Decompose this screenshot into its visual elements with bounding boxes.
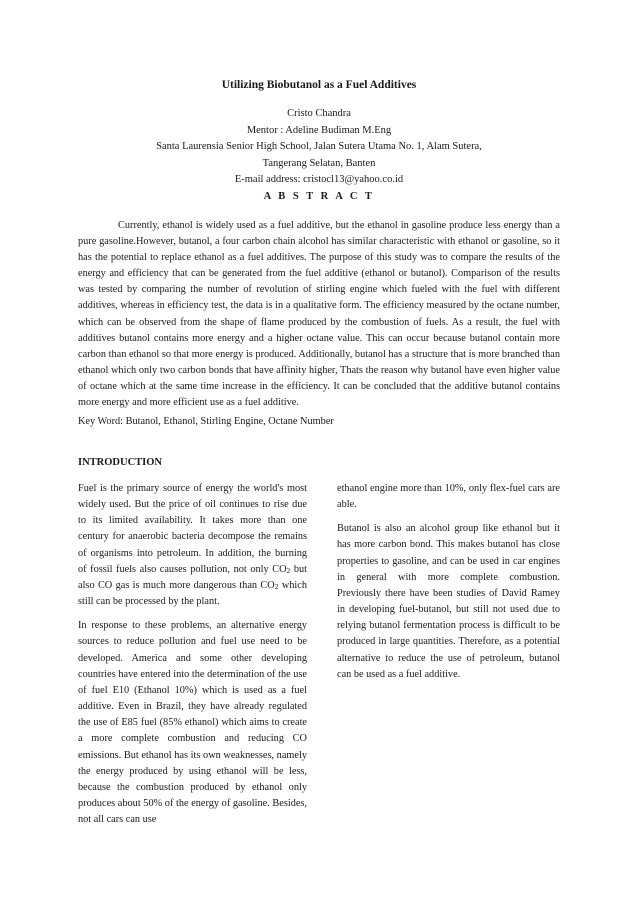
right-paragraph-1: ethanol engine more than 10%, only flex-fuel cars are able.	[337, 483, 560, 511]
right-column	[337, 481, 560, 691]
right-paragraph-2: Butanol is also an alcohol group like ethanol but it has more carbon bond. This makes butanol has close properties to gasoline, and can be used in car engines in general with more complete combustion. Previously there have been studies of David Ramey in developing fuel-butanol, but still not used due to relying butanol fermentation process is difficult to be produced in large quantities. Therefore, as a potential alternative to reduce the use of petroleum, butanol can be used as a fuel additive.	[337, 523, 560, 680]
mentor-line: Mentor : Adeline Budiman M.Eng	[246, 124, 392, 136]
left-p1-text-b: but also CO gas is much more dangerous than CO	[78, 563, 307, 591]
left-paragraph-2: In response to these problems, an alternative energy sources to reduce pollution and fuel use need to be developed. America and some other developing countries have entered into the determination of the use of fuel E10 (Ethanol 10%) which is used as a fuel additive. Even in Brazil, they have already regulated the use of E85 fuel (85% ethanol) which aims to create a more complete combustion and reducing CO emissions. But ethanol has its own weaknesses, namely the energy produced by using ethanol will be less, because the combustion produced by ethanol only produces about 50% of the energy of gasoline. Besides, not all cars can use	[78, 620, 307, 826]
paper-title: Utilizing Biobutanol as a Fuel Additives	[221, 79, 417, 91]
author-name: Cristo Chandra	[287, 108, 351, 119]
affiliation-line-1: Santa Laurensia Senior High School, Jalan Sutera Utama No. 1, Alam Sutera,	[156, 141, 482, 153]
left-p1-text-c: which still can be processed by the plant.	[78, 579, 307, 608]
author-block	[0, 106, 638, 189]
co2-subscript-1: 2	[286, 565, 291, 575]
email-line: E-mail address: cristocl13@yahoo.co.id	[234, 174, 404, 186]
abstract-heading: A B S T R A C T	[263, 191, 375, 202]
co2-subscript-2: 2	[274, 581, 279, 591]
left-column	[78, 481, 307, 836]
abstract-text: Currently, ethanol is widely used as a fuel additive, but the ethanol in gasoline produce less energy than a pure gasoline.However, butanol, a four carbon chain alcohol has similar characteristic with ethanol or gasoline, so it has the potential to replace ethanol as a fuel additives. The purpose of this study was to compare the results of the energy and efficiency that can be generated from the fuel additive (ethanol or butanol). Comparison of the results was tested by comparing the number of revolution of stirling engine which fueled with the fuel with different additives, whereas in efficiency test, the data is in a qualitative form. The efficiency measured by the octane number, which can be observed from the shape of flame produced by the combustion of fuels. As a result, the fuel with additives butanol contains more energy and a higher octane value. This can occur because butanol contain more carbon than ethanol so that more energy is produced. Additionally, butanol has a structure that is more branched than ethanol which only two carbon bonds that have affinity higher, Thats the reason why butanol have even higher value of octane which at the same time increase in the efficiency. It can be concluded that the additive butanol contains more energy and more efficient use as a fuel additive.	[78, 220, 560, 409]
left-p1-text-a: Fuel is the primary source of energy the world's most widely used. But the price of oil continues to rise due to its limited availability. It takes more than one century for anaerobic bacteria decompose the remains of organisms into petroleum. In addition, the burning of fossil fuels also causes pollution, not only CO	[78, 483, 307, 575]
affiliation-line-2: Tangerang Selatan, Banten	[262, 157, 376, 169]
keywords-line: Key Word: Butanol, Ethanol, Stirling Engine, Octane Number	[78, 416, 334, 427]
left-paragraph-1	[78, 481, 307, 610]
introduction-heading: INTRODUCTION	[78, 457, 163, 468]
